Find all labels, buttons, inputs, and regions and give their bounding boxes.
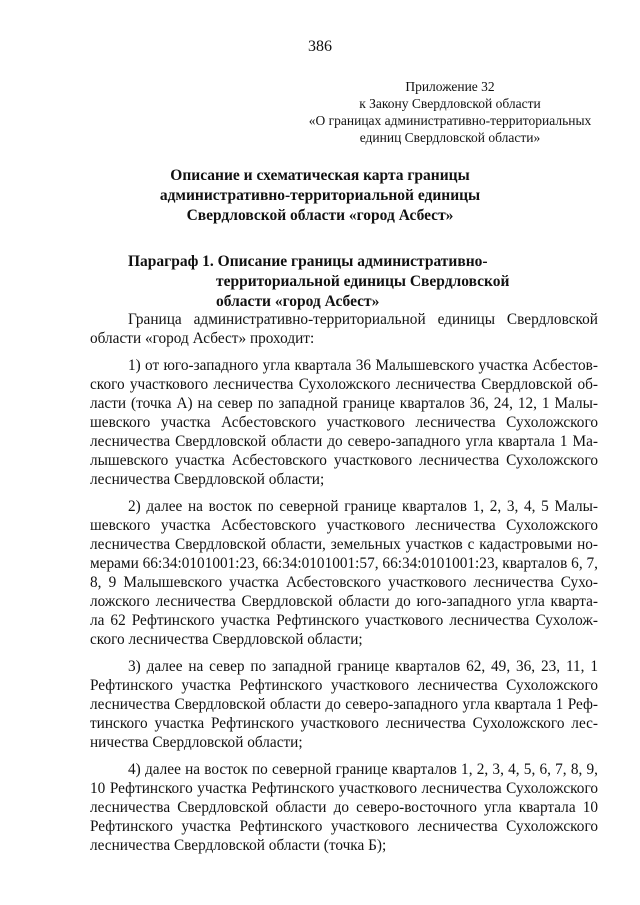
appendix-line: к Закону Свердловской области	[359, 96, 541, 111]
text-line: тинского участка Рефтинского участкового лесничества Сухоложского лес-	[90, 715, 598, 732]
text-line: ничества Свердловской области;	[90, 734, 303, 751]
text-line: мерами 66:34:0101001:23, 66:34:0101001:57, 66:34:0101001:23, кварталов 6, 7,	[90, 555, 598, 572]
text-line: 10 Рефтинского участка Рефтинского участкового лесничества Сухоложского	[90, 780, 598, 797]
text-line: 2) далее на восток по северной границе кварталов 1, 2, 3, 4, 5 Малы-	[128, 498, 598, 515]
page-number: 386	[308, 38, 332, 55]
text-line: 4) далее на восток по северной границе кварталов 1, 2, 3, 4, 5, 6, 7, 8, 9,	[128, 761, 598, 778]
title-line: Описание и схематическая карта границы	[170, 167, 470, 184]
text-line: лышевского участка Асбестовского участкового лесничества Сухоложского	[90, 452, 598, 469]
text-line: ложского лесничества Свердловской области до юго-западного угла кварта-	[90, 593, 598, 610]
text-line: ла 62 Рефтинского участка Рефтинского участкового лесничества Сухолож-	[90, 612, 598, 629]
appendix-note	[300, 78, 600, 146]
text-line: лесничества Свердловской области до северо-западного угла квартала 1 Ма-	[90, 433, 598, 450]
boundary-description	[90, 310, 598, 863]
appendix-line: «О границах административно-территориальных	[308, 113, 592, 128]
appendix-line: Приложение 32	[405, 79, 495, 94]
text-line: лесничества Свердловской области до северо-западного угла квартала 1 Реф-	[90, 696, 598, 713]
appendix-line: единиц Свердловской области»	[359, 130, 541, 145]
title-line: административно-территориальной единицы	[159, 187, 481, 204]
text-line: 3) далее на север по западной границе кварталов 62, 49, 36, 23, 11, 1	[128, 658, 598, 675]
paragraph-intro	[90, 310, 598, 348]
document-title	[80, 166, 560, 226]
text-line: ского участкового лесничества Сухоложского лесничества Свердловской об-	[90, 376, 598, 393]
text-line: ского лесничества Свердловской области;	[90, 631, 363, 648]
section-heading-line: территориальной единицы Свердловской	[216, 273, 510, 290]
paragraph-item-2	[90, 497, 598, 649]
section-heading-line: области «город Асбест»	[216, 293, 380, 310]
text-line: лесничества Свердловской области, земельных участков с кадастровыми но-	[90, 536, 598, 553]
text-line: лесничества Свердловской области;	[90, 471, 325, 488]
text-line: области «город Асбест» проходит:	[90, 330, 315, 347]
text-line: Рефтинского участка Рефтинского участкового лесничества Сухоложского	[90, 818, 598, 835]
text-line: лесничества Свердловской области до северо-восточного угла квартала 10	[90, 799, 598, 816]
section-heading	[128, 252, 509, 312]
paragraph-item-4	[90, 760, 598, 855]
text-line: 1) от юго-западного угла квартала 36 Малышевского участка Асбестов-	[128, 357, 598, 374]
paragraph-item-3	[90, 657, 598, 752]
section-heading-line: Параграф 1. Описание границы административно-	[128, 253, 488, 270]
text-line: Граница административно-территориальной единицы Свердловской	[128, 311, 598, 328]
text-line: шевского участка Асбестовского участкового лесничества Сухоложского	[90, 517, 598, 534]
text-line: шевского участка Асбестовского участкового лесничества Сухоложского	[90, 414, 598, 431]
text-line: лесничества Свердловской области (точка Б);	[90, 837, 387, 854]
text-line: ласти (точка А) на север по западной границе кварталов 36, 24, 12, 1 Малы-	[90, 395, 598, 412]
paragraph-item-1	[90, 356, 598, 489]
title-line: Свердловской области «город Асбест»	[186, 207, 454, 224]
text-line: 8, 9 Малышевского участка Асбестовского участкового лесничества Сухо-	[90, 574, 598, 591]
text-line: Рефтинского участка Рефтинского участкового лесничества Сухоложского	[90, 677, 598, 694]
